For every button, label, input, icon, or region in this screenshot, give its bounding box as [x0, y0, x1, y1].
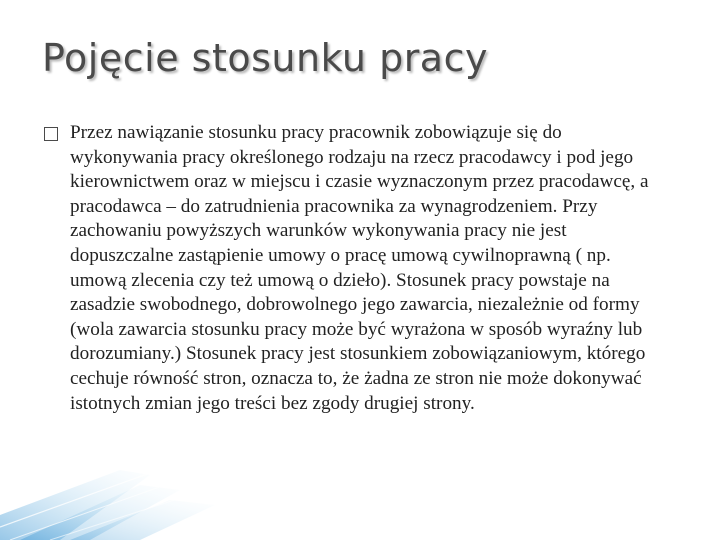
square-bullet-icon — [44, 127, 58, 141]
bullet-item — [44, 121, 684, 416]
slide-title: Pojęcie stosunku pracy — [42, 36, 488, 80]
decorative-streaks-icon — [0, 445, 220, 540]
slide-body — [44, 121, 684, 416]
bullet-text: Przez nawiązanie stosunku pracy pracownik zobowiązuje się do wykonywania pracy określonego rodzaju na rzecz pracodawcy i pod jego kierownictwem oraz w miejscu i czasie wyznaczonym przez pracodawcę, a pracodawca – do zatrudnienia pracownika za wynagrodzeniem. Przy zachowaniu powyższych warunków wykonywania pracy nie jest dopuszczalne zastąpienie umowy o pracę umową cywilnoprawną ( np. umową zlecenia czy też umową o dzieło). Stosunek pracy powstaje na zasadzie swobodnego, dobrowolnego jego zawarcia, niezależnie od formy (wola zawarcia stosunku pracy może być wyrażona w sposób wyraźny lub dorozumiany.) Stosunek pracy jest stosunkiem zobowiązaniowym, którego cechuje równość stron, oznacza to, że żadna ze stron nie może dokonywać istotnych zmian jego treści bez zgody drugiej strony. — [70, 122, 649, 414]
